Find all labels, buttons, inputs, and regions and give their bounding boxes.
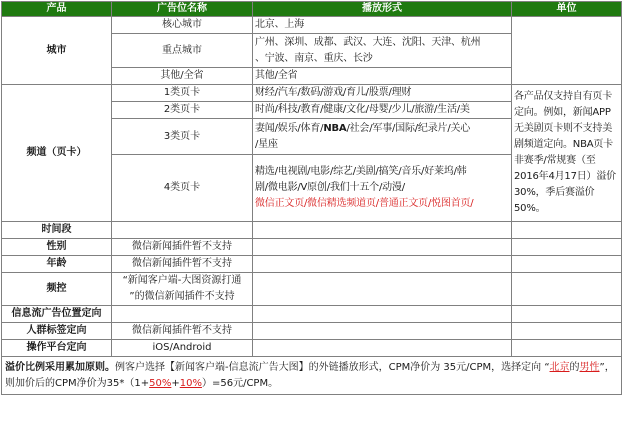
table-row bbox=[2, 85, 622, 102]
header-row bbox=[2, 2, 622, 17]
format-line bbox=[255, 121, 509, 137]
table-row bbox=[2, 306, 622, 323]
note-highlight: 50% bbox=[149, 377, 172, 389]
row-label: 性别 bbox=[2, 239, 112, 256]
note-text: ”，则加价后的CPM净价为35*（1+ bbox=[5, 361, 615, 389]
position-cell: 3类页卡 bbox=[112, 119, 253, 155]
note-text: + bbox=[171, 377, 180, 389]
format-line: 广州、深圳、成都、武汉、大连、沈阳、天津、杭州 bbox=[255, 36, 481, 48]
format-cell: 财经/汽车/数码/游戏/育儿/股票/理财 bbox=[253, 85, 512, 102]
position-cell: 微信新闻插件暂不支持 bbox=[112, 239, 253, 256]
format-text: 妻闻/娱乐/体育/ bbox=[255, 122, 324, 134]
table-row bbox=[2, 273, 622, 306]
format-cell bbox=[253, 256, 512, 273]
format-cell bbox=[253, 239, 512, 256]
format-line-red: 微信正文页/微信精选频道页/普通正文页/悦图首页/ bbox=[255, 198, 474, 209]
format-cell: 时尚/科技/教育/健康/文化/母婴/少儿/旅游/生活/美 bbox=[253, 102, 512, 119]
format-line: 剧/微电影/V原创/我们十五个/动漫/ bbox=[255, 182, 405, 193]
note-text: 的 bbox=[569, 361, 580, 373]
format-cell bbox=[253, 306, 512, 323]
note-highlight: 10% bbox=[179, 377, 202, 389]
unit-cell bbox=[512, 239, 622, 256]
city-label: 城市 bbox=[2, 17, 112, 85]
table-row bbox=[2, 239, 622, 256]
unit-cell bbox=[512, 256, 622, 273]
header-product: 产品 bbox=[2, 2, 112, 17]
format-bold: NBA bbox=[323, 122, 347, 134]
format-cell bbox=[253, 119, 512, 155]
position-cell bbox=[112, 306, 253, 323]
unit-note: 各产品仅支持自有页卡定向。例如，新闻APP无美剧页卡则不支持美剧频道定向。NBA页卡非赛季/常规赛（至2016年4月17日）溢价30%，季后赛溢价50%。 bbox=[512, 85, 622, 222]
value-line: ”的微信新闻插件不支持 bbox=[129, 291, 235, 302]
unit-cell bbox=[512, 17, 622, 85]
unit-cell bbox=[512, 306, 622, 323]
table-row bbox=[2, 17, 622, 34]
table-row bbox=[2, 340, 622, 357]
format-line: /星座 bbox=[255, 138, 278, 150]
unit-cell bbox=[512, 273, 622, 306]
header-ad-position: 广告位名称 bbox=[112, 2, 253, 17]
header-unit: 单位 bbox=[512, 2, 622, 17]
position-cell bbox=[112, 222, 253, 239]
table-row bbox=[2, 323, 622, 340]
position-cell: iOS/Android bbox=[112, 340, 253, 357]
row-label: 时间段 bbox=[2, 222, 112, 239]
format-cell bbox=[253, 340, 512, 357]
position-cell bbox=[112, 273, 253, 306]
position-cell: 核心城市 bbox=[112, 17, 253, 34]
format-cell bbox=[253, 323, 512, 340]
value-line: “新闻客户端-大图资源打通 bbox=[122, 275, 242, 286]
channel-label: 频道（页卡） bbox=[2, 85, 112, 222]
note-highlight: 男性 bbox=[579, 361, 600, 373]
position-cell: 2类页卡 bbox=[112, 102, 253, 119]
format-line: 精选/电视剧/电影/综艺/美剧/搞笑/音乐/好莱坞/韩 bbox=[255, 166, 467, 177]
unit-cell bbox=[512, 323, 622, 340]
position-cell: 微信新闻插件暂不支持 bbox=[112, 256, 253, 273]
row-label: 人群标签定向 bbox=[2, 323, 112, 340]
premium-note bbox=[2, 357, 622, 395]
format-cell: 其他/全省 bbox=[253, 68, 512, 85]
position-cell: 4类页卡 bbox=[112, 155, 253, 222]
format-cell bbox=[253, 273, 512, 306]
format-cell bbox=[253, 222, 512, 239]
position-cell: 1类页卡 bbox=[112, 85, 253, 102]
row-label: 年龄 bbox=[2, 256, 112, 273]
note-highlight: 北京 bbox=[549, 361, 570, 373]
note-text: ）=56元/CPM。 bbox=[201, 377, 279, 389]
position-cell: 其他/全省 bbox=[112, 68, 253, 85]
format-cell bbox=[253, 155, 512, 222]
note-lead: 溢价比例采用累加原则。 bbox=[5, 361, 115, 373]
row-label: 操作平台定向 bbox=[2, 340, 112, 357]
row-label: 频控 bbox=[2, 273, 112, 306]
row-label: 信息流广告位置定向 bbox=[2, 306, 112, 323]
note-text: 例客户选择【新闻客户端-信息流广告大图】的外链播放形式，CPM净价为 35元/CPM，选择定向 “ bbox=[115, 361, 550, 373]
table-row bbox=[2, 256, 622, 273]
position-cell: 微信新闻插件暂不支持 bbox=[112, 323, 253, 340]
table-row bbox=[2, 222, 622, 239]
format-cell bbox=[253, 34, 512, 68]
pricing-table bbox=[1, 1, 622, 395]
note-row bbox=[2, 357, 622, 395]
header-format: 播放形式 bbox=[253, 2, 512, 17]
format-cell: 北京、上海 bbox=[253, 17, 512, 34]
format-text: /社会/军事/国际/纪录片/关心 bbox=[346, 122, 471, 134]
unit-cell bbox=[512, 222, 622, 239]
format-line: 、宁波、南京、重庆、长沙 bbox=[255, 52, 373, 64]
unit-cell bbox=[512, 340, 622, 357]
position-cell: 重点城市 bbox=[112, 34, 253, 68]
